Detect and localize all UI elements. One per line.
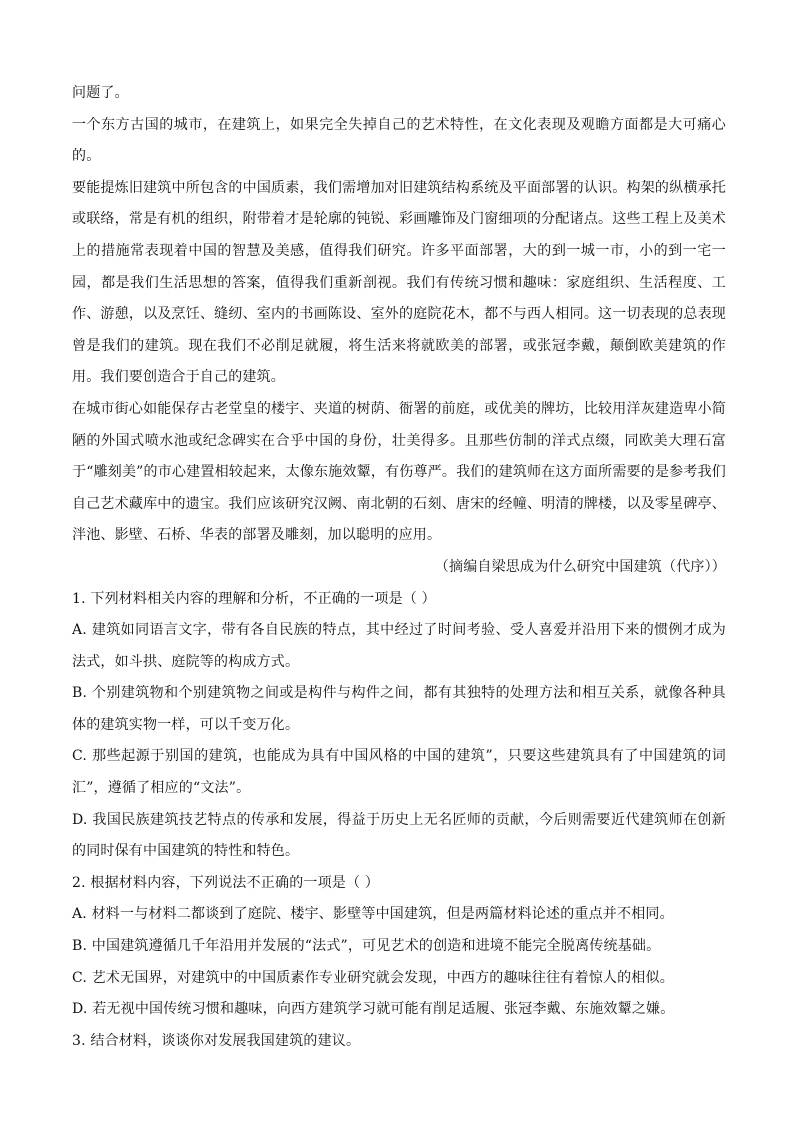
option-c: C. 艺术无国界，对建筑中的中国质素作专业研究就会发现，中西方的趣味往往有着惊人的相似。 <box>72 969 674 986</box>
question-2 <box>72 868 726 1026</box>
option-d: D. 我国民族建筑技艺特点的传承和发展，得益于历史上无名匠师的贡献，今后则需要近代建筑师在创新的同时保有中国建筑的特性和特色。 <box>72 811 726 860</box>
source-citation: （摘编自梁思成为什么研究中国建筑（代序）） <box>434 558 726 575</box>
passage <box>72 78 726 584</box>
passage-paragraph: 一个东方古国的城市，在建筑上，如果完全失掉自己的艺术特性，在文化表现及观瞻方面都是大可痛心的。 <box>72 116 726 165</box>
option-a: A. 材料一与材料二都谈到了庭院、楼宇、影壁等中国建筑，但是两篇材料论述的重点并不相同。 <box>72 906 674 923</box>
option-d: D. 若无视中国传统习惯和趣味，向西方建筑学习就可能有削足适履、张冠李戴、东施效颦之嫌。 <box>72 1001 675 1018</box>
option-b: B. 个别建筑物和个别建筑物之间或是构件与构件之间，都有其独特的处理方法和相互关系，就像各种具体的建筑实物一样，可以千变万化。 <box>72 685 726 733</box>
question-stem: 1. 下列材料相关内容的理解和分析，不正确的一项是（ ） <box>72 590 436 607</box>
document-page <box>72 78 726 1057</box>
question-1 <box>72 584 726 868</box>
question-stem: 3. 结合材料，谈谈你对发展我国建筑的建议。 <box>72 1032 361 1049</box>
passage-paragraph: 问题了。 <box>72 85 129 101</box>
passage-paragraph: 在城市街心如能保存古老堂皇的楼宇、夹道的树荫、衙署的前庭，或优美的牌坊，比较用洋灰建造卑小简陋的外国式喷水池或纪念碑实在合乎中国的身份，壮美得多。且那些仿制的洋式点缀，同欧美大理石富于“雕刻美”的市心建置相较起来，太像东施效颦，有伤尊严。我们的建筑师在这方面所需要的是参考我们自己艺术藏库中的遗宝。我们应该研究汉阙、南北朝的石刻、唐宋的经幢、明清的牌楼，以及零星碑亭、泮池、影壁、石桥、华表的部署及雕刻，加以聪明的应用。 <box>72 400 726 544</box>
question-3 <box>72 1026 726 1058</box>
option-a: A. 建筑如同语言文字，带有各自民族的特点，其中经过了时间考验、受人喜爱并沿用下来的惯例才成为法式，如斗拱、庭院等的构成方式。 <box>72 622 726 670</box>
question-stem: 2. 根据材料内容，下列说法不正确的一项是（ ） <box>72 874 380 891</box>
option-b: B. 中国建筑遵循几千年沿用并发展的“法式”，可见艺术的创造和进境不能完全脱离传统基础。 <box>72 938 661 955</box>
passage-paragraph: 要能提炼旧建筑中所包含的中国质素，我们需增加对旧建筑结构系统及平面部署的认识。构架的纵横承托或联络，常是有机的组织，附带着才是轮廓的钝锐、彩画雕饰及门窗细项的分配诸点。这些工程上及美术上的措施常表现着中国的智慧及美感，值得我们研究。许多平面部署，大的到一城一市，小的到一宅一园，都是我们生活思想的答案，值得我们重新剖视。我们有传统习惯和趣味：家庭组织、生活程度、工作、游憩，以及烹饪、缝纫、室内的书画陈设、室外的庭院花木，都不与西人相同。这一切表现的总表现曾是我们的建筑。现在我们不必削足就履，将生活来将就欧美的部署，或张冠李戴，颠倒欧美建筑的作用。我们要创造合于自己的建筑。 <box>72 179 726 386</box>
option-c: C. 那些起源于别国的建筑，也能成为具有中国风格的中国的建筑”，只要这些建筑具有了中国建筑的词汇”，遵循了相应的“文法”。 <box>72 748 726 797</box>
